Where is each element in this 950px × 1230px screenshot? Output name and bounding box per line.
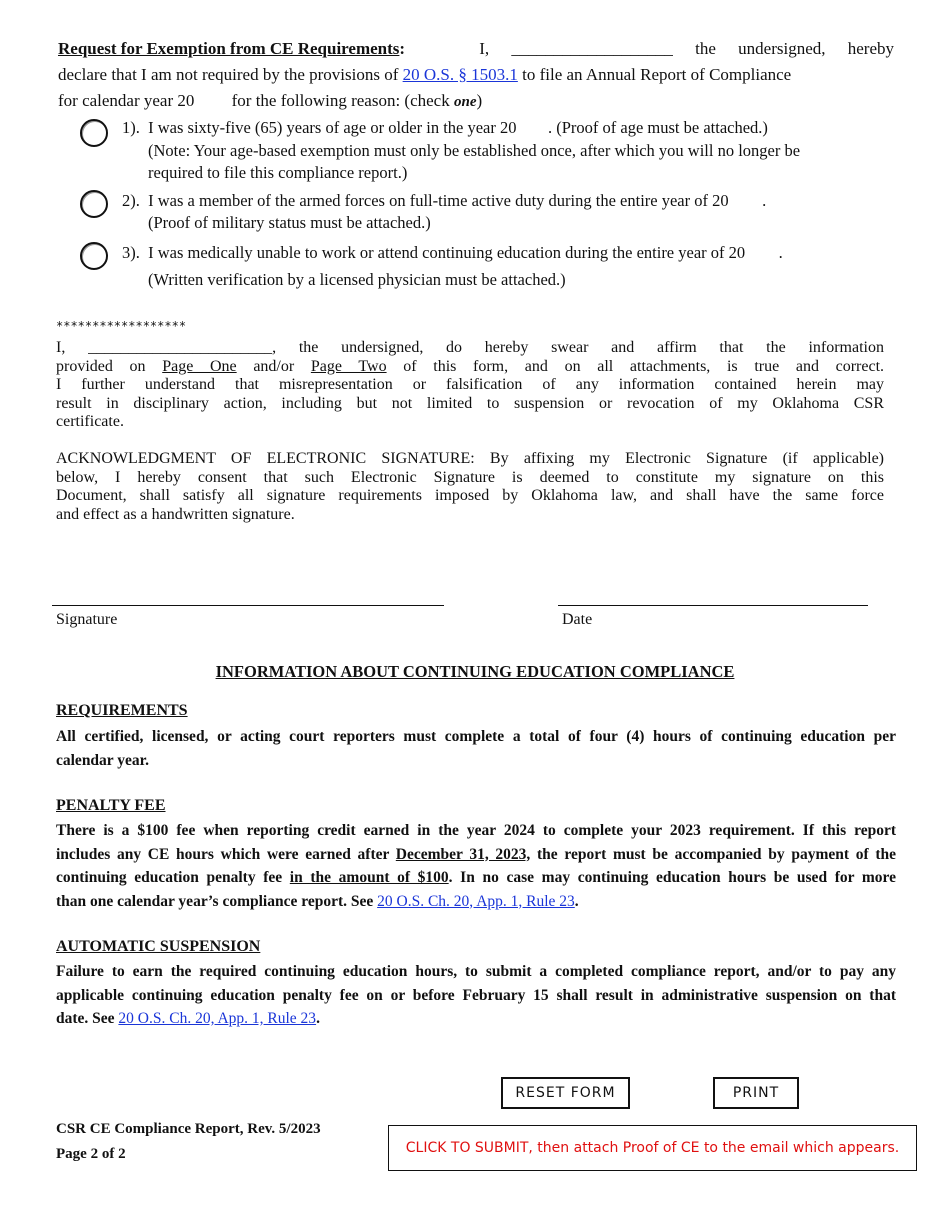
info-title: INFORMATION ABOUT CONTINUING EDUCATION COMPLIANCE [215, 662, 735, 681]
option-medical: 3). I was medically unable to work or attend continuing education during the entire year of 20 . [122, 243, 783, 262]
option-age-note: (Note: Your age-based exemption must only be established once, after which you will no longer be required to file this compliance report.) [148, 141, 801, 182]
affirmation-paragraph: I, _______________________, the undersigned, do hereby swear and affirm that the information provided on Page One and/or Page Two of this form, and on all attachments, is true and correct. I further understand that misrepresentation or falsification of any information contained herein may result in disciplinary action, including but not limited to suspension or revocation of my Oklahoma CSR certificate. [56, 339, 885, 430]
exemption-heading: Request for Exemption from CE Requirements [58, 39, 400, 58]
suspension-heading: AUTOMATIC SUSPENSION [56, 938, 261, 955]
exemption-line-2: declare that I am not required by the provisions of 20 O.S. § 1503.1 to file an Annual Report of Compliance [58, 65, 792, 84]
option-medical-note: (Written verification by a licensed physician must be attached.) [148, 270, 566, 289]
penalty-date: December 31, 2023, [395, 845, 531, 863]
radio-option-age[interactable] [80, 119, 108, 147]
form-name: CSR CE Compliance Report, Rev. 5/2023 [56, 1121, 321, 1137]
signature-field[interactable] [52, 605, 444, 606]
calendar-year-field[interactable]: 20 [177, 91, 195, 110]
option-military-year[interactable]: 20 [712, 191, 729, 210]
date-field[interactable] [558, 605, 868, 606]
option-medical-year[interactable]: 20 [728, 243, 746, 262]
suspension-text: Failure to earn the required continuing education hours, to submit a completed compliance report, and/or to pay any applicable continuing education penalty fee on or before February 15 shall result in administrative suspension on that date. See 20 O.S. Ch. 20, App. 1, Rule 23. [56, 963, 896, 1027]
signature-label: Signature [56, 611, 118, 628]
page-two-ref: Page Two [310, 357, 387, 375]
suspension-rule-link[interactable]: 20 O.S. Ch. 20, App. 1, Rule 23 [118, 1010, 317, 1027]
penalty-amount: in the amount of $100 [289, 869, 449, 886]
option-age: 1). I was sixty-five (65) years of age or older in the year 20 . (Proof of age must be attached.) [122, 118, 768, 137]
option-military: 2). I was a member of the armed forces on full-time active duty during the entire year of 20 . [122, 191, 767, 210]
date-label: Date [562, 611, 593, 628]
radio-option-military[interactable] [80, 190, 108, 218]
requirements-heading: REQUIREMENTS [56, 702, 188, 719]
ack-paragraph: ACKNOWLEDGMENT OF ELECTRONIC SIGNATURE: By affixing my Electronic Signature (if applicable) below, I hereby consent that such Electronic Signature is deemed to constitute my signature on this Document, shall satisfy all signature requirements imposed by Oklahoma law, and shall have the same force and effect as a handwritten signature. [56, 450, 884, 523]
print-button[interactable]: PRINT [713, 1077, 799, 1109]
statute-link[interactable]: 20 O.S. § 1503.1 [402, 65, 518, 84]
exemption-name-blank: I, ___________________ the undersigned, hereby [479, 39, 894, 58]
check-one-word: one [453, 94, 477, 110]
page-one-ref: Page One [162, 357, 237, 375]
penalty-heading: PENALTY FEE [56, 797, 166, 814]
exemption-line-3: for calendar year 20 for the following reason: (check one) [58, 88, 894, 115]
page-number: Page 2 of 2 [56, 1146, 126, 1162]
penalty-text: There is a $100 fee when reporting credit earned in the year 2024 to complete your 2023 requirement. If this report includes any CE hours which were earned after December 31, 2023, the report must be accompanied by payment of the continuing education penalty fee in the amount of $100. In no case may continuing education hours be used for more than one calendar year’s compliance report. See 20 O.S. Ch. 20, App. 1, Rule 23. [56, 822, 896, 910]
reset-form-button[interactable]: RESET FORM [501, 1077, 630, 1109]
exemption-line-1: Request for Exemption from CE Requirements: I, ___________________ the undersigned, hereby [58, 36, 894, 62]
submit-button[interactable]: CLICK TO SUBMIT, then attach Proof of CE to the email which appears. [388, 1125, 917, 1171]
option-age-year[interactable]: 20 [500, 118, 517, 137]
radio-option-medical[interactable] [80, 242, 108, 270]
separator-stars: ****************** [56, 319, 187, 333]
penalty-rule-link[interactable]: 20 O.S. Ch. 20, App. 1, Rule 23 [377, 892, 575, 910]
requirements-text: All certified, licensed, or acting court reporters must complete a total of four (4) hours of continuing education per calendar year. [56, 728, 896, 769]
option-military-note: (Proof of military status must be attached.) [148, 213, 431, 232]
